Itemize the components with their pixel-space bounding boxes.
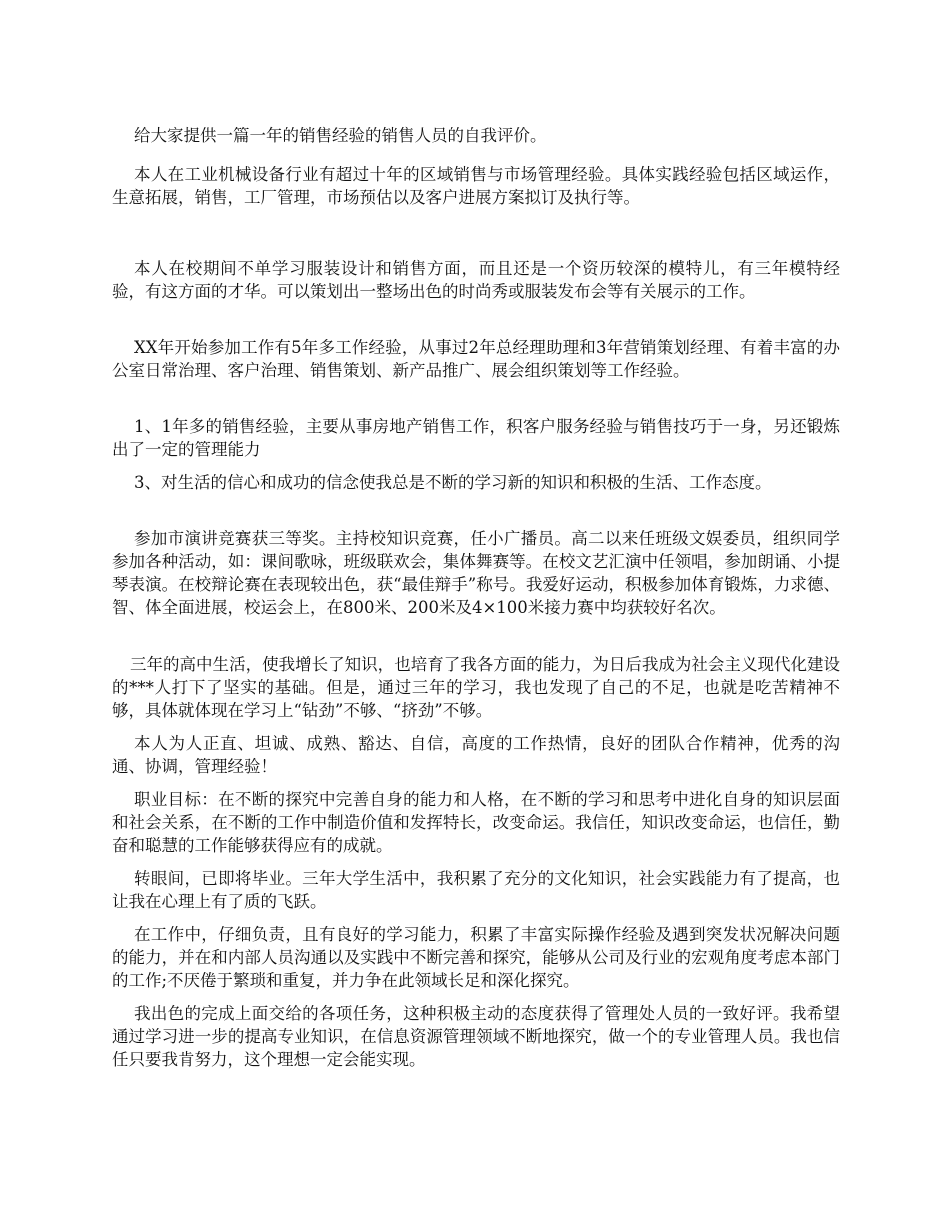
paragraph-high-school: 三年的高中生活，使我增长了知识，也培育了我各方面的能力，为日后我成为社会主义现代化建设的***人打下了坚实的基础。但是，通过三年的学习，我也发现了自己的不足，也就是吃苦精神不够，具体就体现在学习上“钻劲”不够、“挤劲”不够。: [112, 655, 840, 720]
paragraph-career-goal: 职业目标：在不断的探究中完善自身的能力和人格，在不断的学习和思考中进化自身的知识层面和社会关系，在不断的工作中制造价值和发挥特长，改变命运。我信任，知识改变命运，也信任，勤奋和聪慧的工作能够获得应有的成就。: [112, 790, 840, 855]
paragraph-work-attitude: 在工作中，仔细负责，且有良好的学习能力，积累了丰富实际操作经验及遇到突发状况解决问题的能力，并在和内部人员沟通以及实践中不断完善和探究，能够从公司及行业的宏观角度考虑本部门的工作;不厌倦于繁琐和重复，并力争在此领域长足和深化探究。: [112, 925, 840, 990]
paragraph-graduation: 转眼间，已即将毕业。三年大学生活中，我积累了充分的文化知识，社会实践能力有了提高，也让我在心理上有了质的飞跃。: [112, 869, 840, 911]
paragraph-intro: 给大家提供一篇一年的销售经验的销售人员的自我评价。: [134, 126, 547, 145]
paragraph-professional-goal: 我出色的完成上面交给的各项任务，这种积极主动的态度获得了管理处人员的一致好评。我希望通过学习进一步的提高专业知识，在信息资源管理领域不断地探究，做一个的专业管理人员。我也信任只要我肯努力，这个理想一定会能实现。: [112, 1004, 840, 1069]
paragraph-industry-experience: 本人在工业机械设备行业有超过十年的区域销售与市场管理经验。具体实践经验包括区域运作，生意拓展，销售，工厂管理，市场预估以及客户进展方案拟订及执行等。: [112, 165, 840, 207]
paragraph-fashion-model: 本人在校期间不单学习服装设计和销售方面，而且还是一个资历较深的模特儿，有三年模特经验，有这方面的才华。可以策划出一整场出色的时尚秀或服装发布会等有关展示的工作。: [112, 259, 840, 301]
paragraph-personality: 本人为人正直、坦诚、成熟、豁达、自信，高度的工作热情，良好的团队合作精神，优秀的沟通、协调，管理经验！: [112, 734, 840, 776]
paragraph-sales-experience: 1、1年多的销售经验，主要从事房地产销售工作，积客户服务经验与销售技巧于一身，另还锻炼出了一定的管理能力: [112, 417, 840, 459]
paragraph-work-years: XX年开始参加工作有5年多工作经验，从事过2年总经理助理和3年营销策划经理、有着丰富的办公室日常治理、客户治理、销售策划、新产品推广、展会组织策划等工作经验。: [112, 338, 840, 380]
paragraph-activities: 参加市演讲竞赛获三等奖。主持校知识竞赛，任小广播员。高二以来任班级文娱委员，组织同学参加各种活动，如：课间歌咏，班级联欢会，集体舞赛等。在校文艺汇演中任领唱，参加朗诵、小提琴表演。在校辩论赛在表现较出色，获“最佳辩手”称号。我爱好运动，积极参加体育锻炼，力求德、智、体全面进展，校运会上，在800米、200米及4×100米接力赛中均获较好名次。: [112, 529, 840, 617]
paragraph-confidence: 3、对生活的信心和成功的信念使我总是不断的学习新的知识和积极的生活、工作态度。: [134, 473, 772, 492]
